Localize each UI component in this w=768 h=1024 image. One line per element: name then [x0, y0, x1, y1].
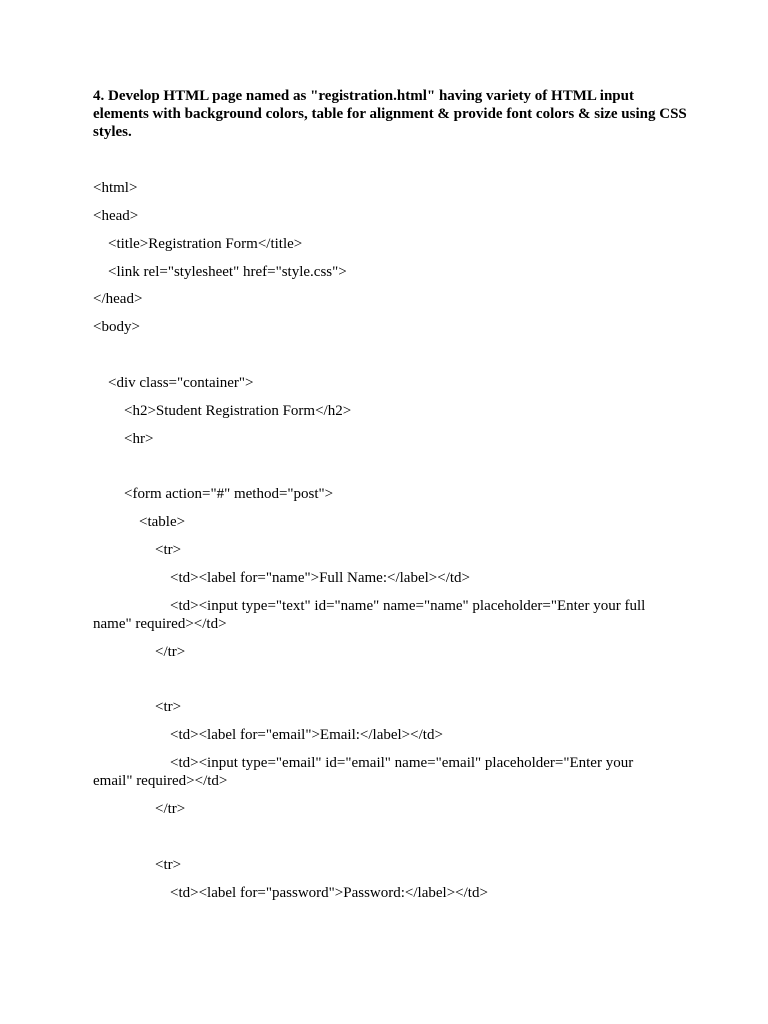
code-line-td-input-email: <td><input type="email" id="email" name="email" placeholder="Enter your — [170, 755, 634, 771]
code-line-form: <form action="#" method="post"> — [124, 486, 334, 502]
code-line-tr-close-1: </tr> — [155, 644, 186, 660]
code-line-td-label-email: <td><label for="email">Email:</label></td> — [170, 727, 443, 743]
code-line-tr-1: <tr> — [155, 542, 182, 558]
code-line-body-open: <body> — [93, 319, 140, 335]
code-line-td-input-email-cont: email" required></td> — [93, 773, 228, 789]
code-line-table: <table> — [139, 514, 186, 530]
code-line-tr-3: <tr> — [155, 857, 182, 873]
code-line-hr: <hr> — [124, 431, 154, 447]
code-line-td-input-name-cont: name" required></td> — [93, 616, 227, 632]
code-line-link: <link rel="stylesheet" href="style.css"> — [108, 264, 347, 280]
code-line-tr-2: <tr> — [155, 699, 182, 715]
code-line-head-open: <head> — [93, 208, 139, 224]
code-line-h2: <h2>Student Registration Form</h2> — [124, 403, 352, 419]
code-line-td-input-name: <td><input type="text" id="name" name="name" placeholder="Enter your full — [170, 598, 646, 614]
code-line-head-close: </head> — [93, 291, 143, 307]
code-line-html-open: <html> — [93, 180, 138, 196]
question-heading: 4. Develop HTML page named as "registration.html" having variety of HTML input elements with background colors, table for alignment & provide font colors & size using CSS styles. — [93, 88, 687, 140]
code-line-title: <title>Registration Form</title> — [108, 236, 303, 252]
code-line-tr-close-2: </tr> — [155, 801, 186, 817]
code-line-td-label-name: <td><label for="name">Full Name:</label></td> — [170, 570, 470, 586]
code-line-td-label-password: <td><label for="password">Password:</label></td> — [170, 885, 488, 901]
code-line-div-container: <div class="container"> — [108, 375, 254, 391]
